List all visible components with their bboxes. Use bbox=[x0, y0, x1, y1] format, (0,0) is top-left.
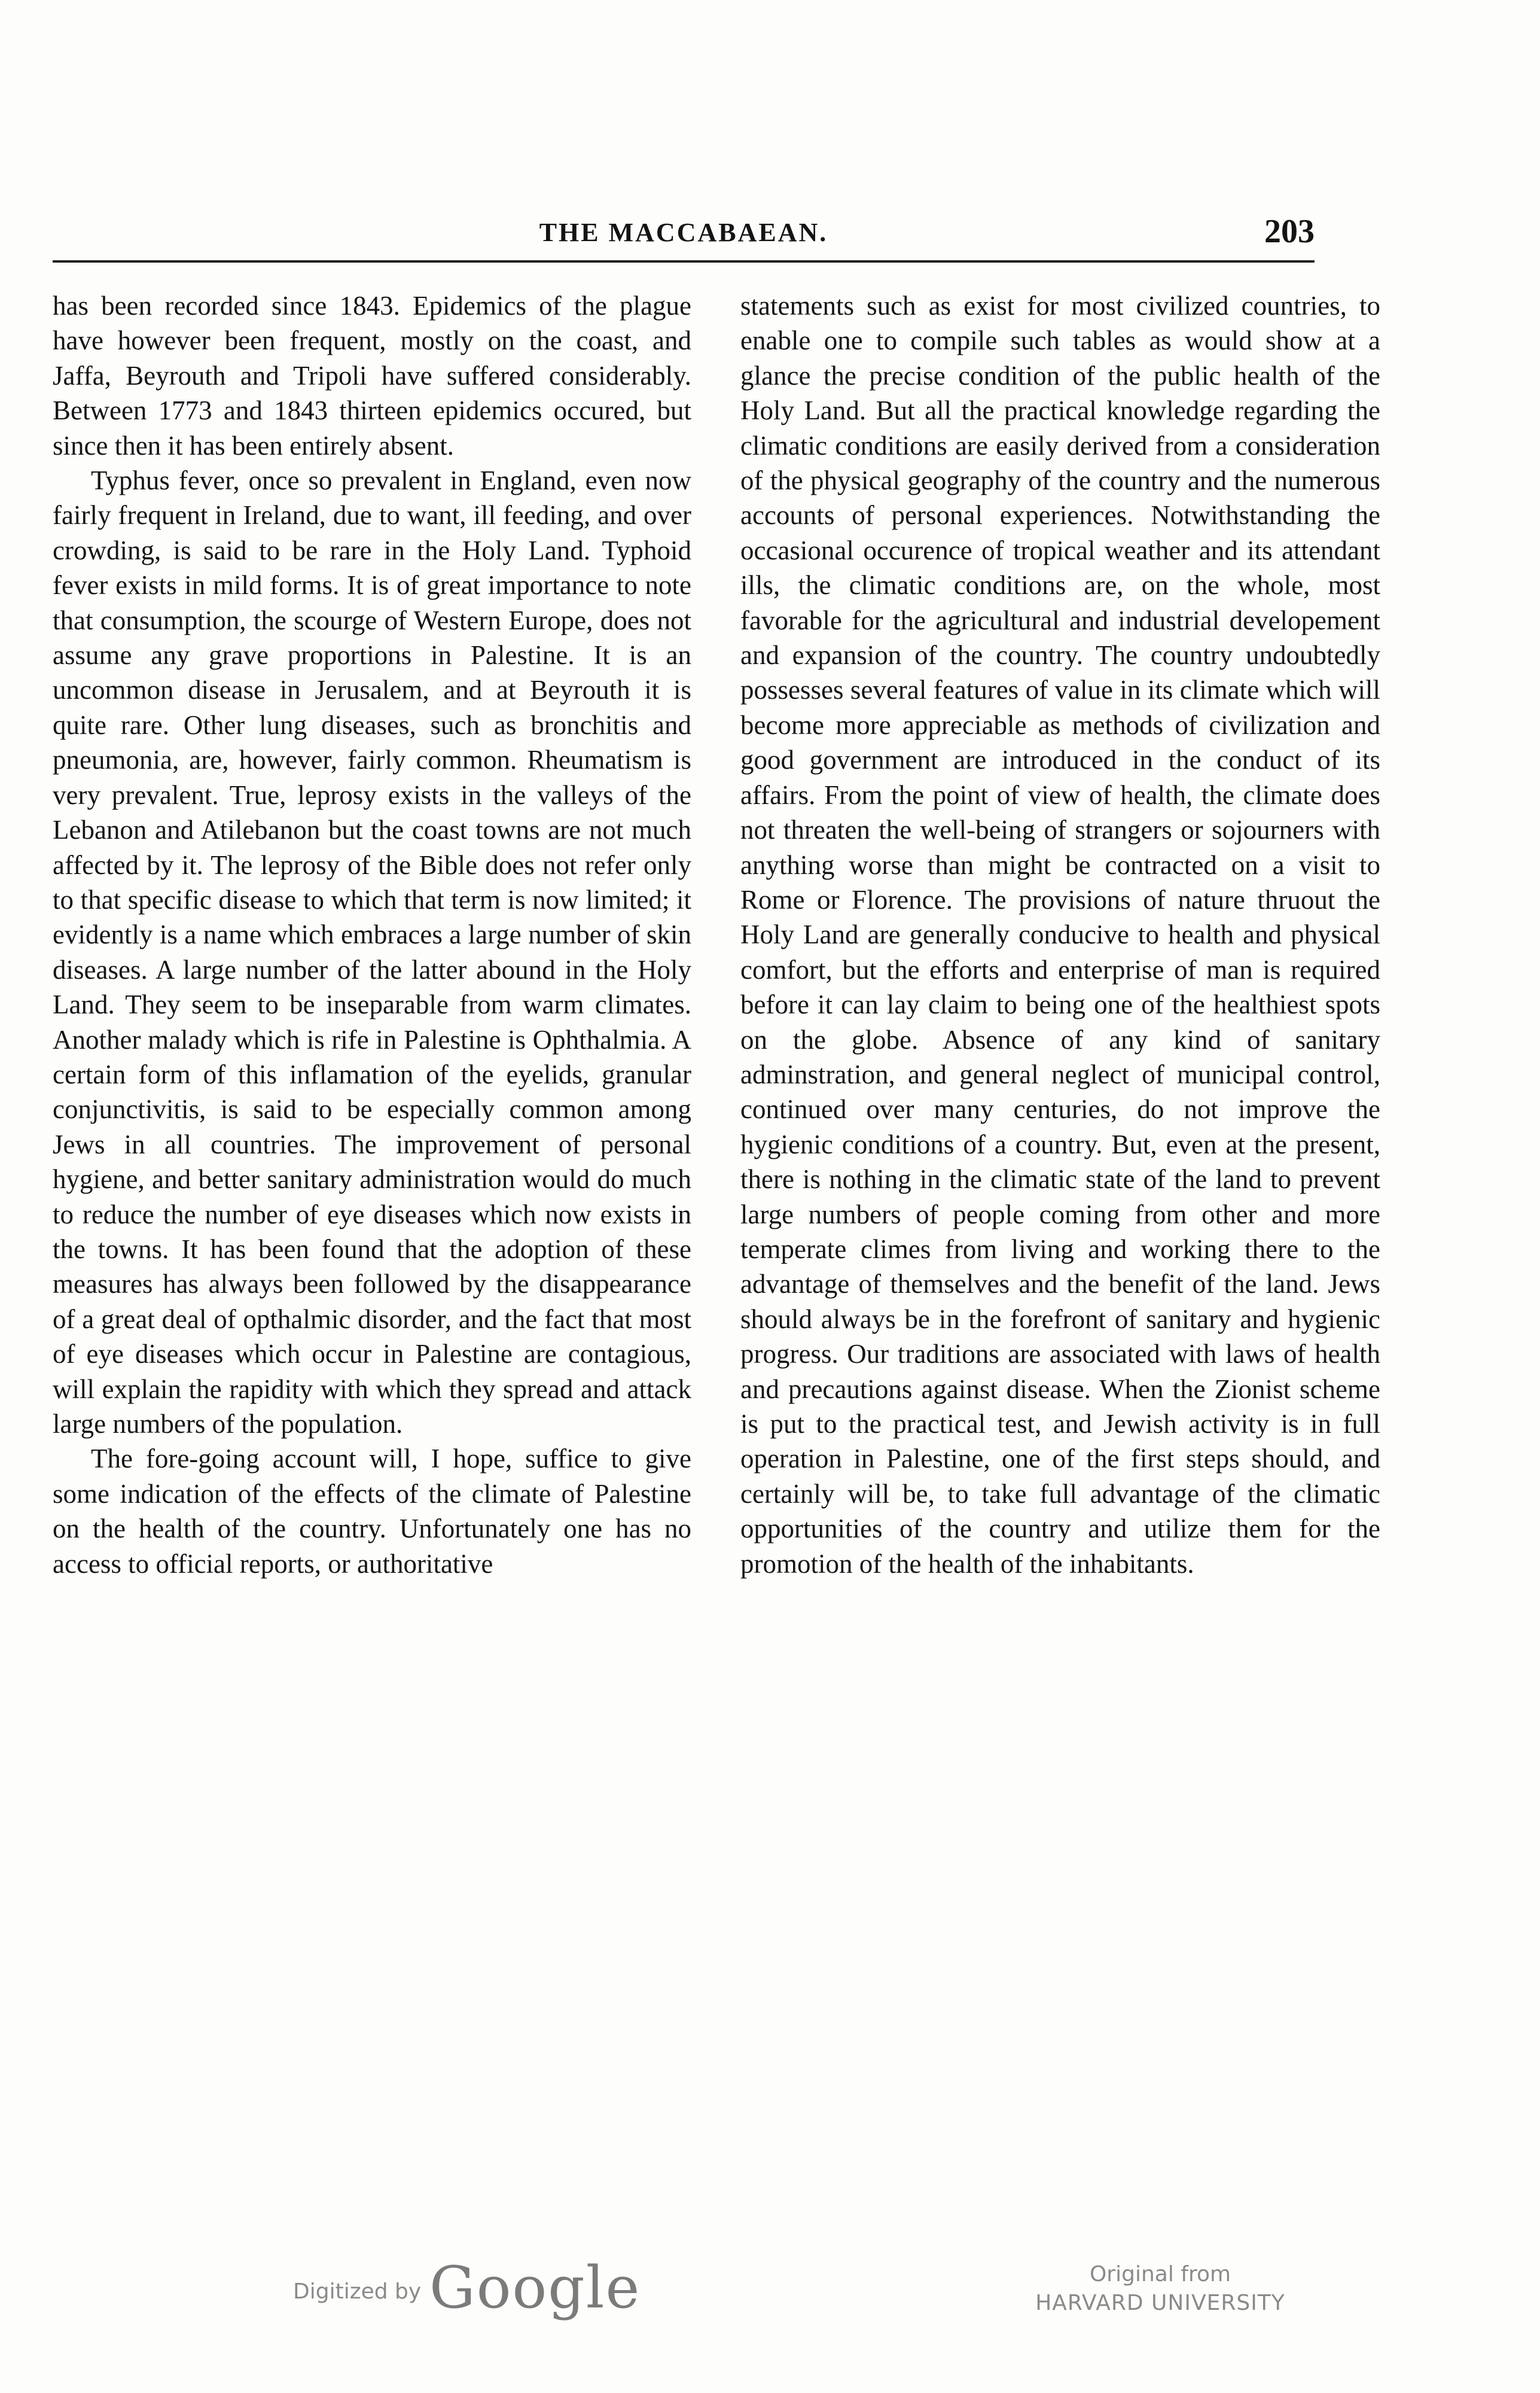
original-from-label: Original from bbox=[1089, 2262, 1231, 2287]
google-logo: Google bbox=[429, 2254, 641, 2321]
original-from-block bbox=[1005, 2260, 1316, 2318]
paragraph: The fore-going account will, I hope, suffice to give some indication of the effects of the climate of Palestine on the health of the country. Unfortunately one has no access to official reports, or authoritative bbox=[53, 1444, 691, 1579]
paragraph: Typhus fever, once so prevalent in England, even now fairly frequent in Ireland, due to want, ill feeding, and over crowding, is said to be rare in the Holy Land. Typhoid fever exists in mild forms. It is of great importance to note that consumption, the scourge of Western Europe, does not assume any grave proportions in Palestine. It is an uncommon disease in Jerusalem, and at Beyrouth it is quite rare. Other lung diseases, such as bronchitis and pneumonia, are, however, fairly common. Rheumatism is very prevalent. True, leprosy exists in the valleys of the Lebanon and Atilebanon but the coast towns are not much affected by it. The leprosy of the Bible does not refer only to that specific disease to which that term is now limited; it evidently is a name which embraces a large number of skin diseases. A large number of the latter abound in the Holy Land. They seem to be inseparable from warm climates. Another malady which is rife in Palestine is Ophthalmia. A certain form of this inflamation of the eyelids, granular conjunctivitis, is said to be especially common among Jews in all countries. The improvement of personal hygiene, and better sanitary administration would do much to reduce the number of eye diseases which now exists in the towns. It has been found that the adoption of these measures has always been followed by the disappearance of a great deal of opthalmic disorder, and the fact that most of eye diseases which occur in Palestine are contagious, will explain the rapidity with which they spread and attack large numbers of the population. bbox=[53, 465, 691, 1439]
left-column bbox=[53, 288, 691, 1581]
institution-name: HARVARD UNIVERSITY bbox=[1035, 2291, 1285, 2315]
digitized-by-label: Digitized by bbox=[293, 2279, 422, 2304]
running-title: THE MACCABAEAN. bbox=[539, 218, 828, 247]
footer bbox=[0, 2249, 1540, 2321]
page-number: 203 bbox=[1264, 213, 1315, 250]
paragraph: statements such as exist for most civilized countries, to enable one to compile such tables as would show at a glance the precise condition of the public health of the Holy Land. But all the practical knowledge regarding the climatic conditions are easily derived from a consideration of the physical geography of the country and the numerous accounts of personal experiences. Notwithstanding the occasional occurence of tropical weather and its attendant ills, the climatic conditions are, on the whole, most favorable for the agricultural and industrial developement and expansion of the country. The country undoubtedly possesses several features of value in its climate which will become more appreciable as methods of civilization and good government are introduced in the conduct of its affairs. From the point of view of health, the climate does not threaten the well-being of strangers or sojourners with anything worse than might be contracted on a visit to Rome or Florence. The provisions of nature thruout the Holy Land are generally conducive to health and physical comfort, but the efforts and enterprise of man is required before it can lay claim to being one of the healthiest spots on the globe. Absence of any kind of sanitary adminstration, and general neglect of municipal control, continued over many centuries, do not improve the hygienic conditions of a country. But, even at the present, there is nothing in the climatic state of the land to prevent large numbers of people coming from other and more temperate climes from living and working there to the advantage of themselves and the benefit of the land. Jews should always be in the forefront of sanitary and hygienic progress. Our traditions are associated with laws of health and precautions against disease. When the Zionist scheme is put to the practical test, and Jewish activity is in full operation in Palestine, one of the first steps should, and certainly will be, to take full advantage of the climatic opportunities of the country and utilize them for the promotion of the health of the inhabitants. bbox=[740, 291, 1380, 1579]
running-header bbox=[53, 212, 1315, 263]
paragraph: has been recorded since 1843. Epidemics of the plague have however been frequent, mostly on the coast, and Jaffa, Beyrouth and Tripoli have suffered considerably. Between 1773 and 1843 thirteen epidemics occured, but since then it has been entirely absent. bbox=[53, 291, 691, 461]
right-column bbox=[740, 288, 1380, 1581]
